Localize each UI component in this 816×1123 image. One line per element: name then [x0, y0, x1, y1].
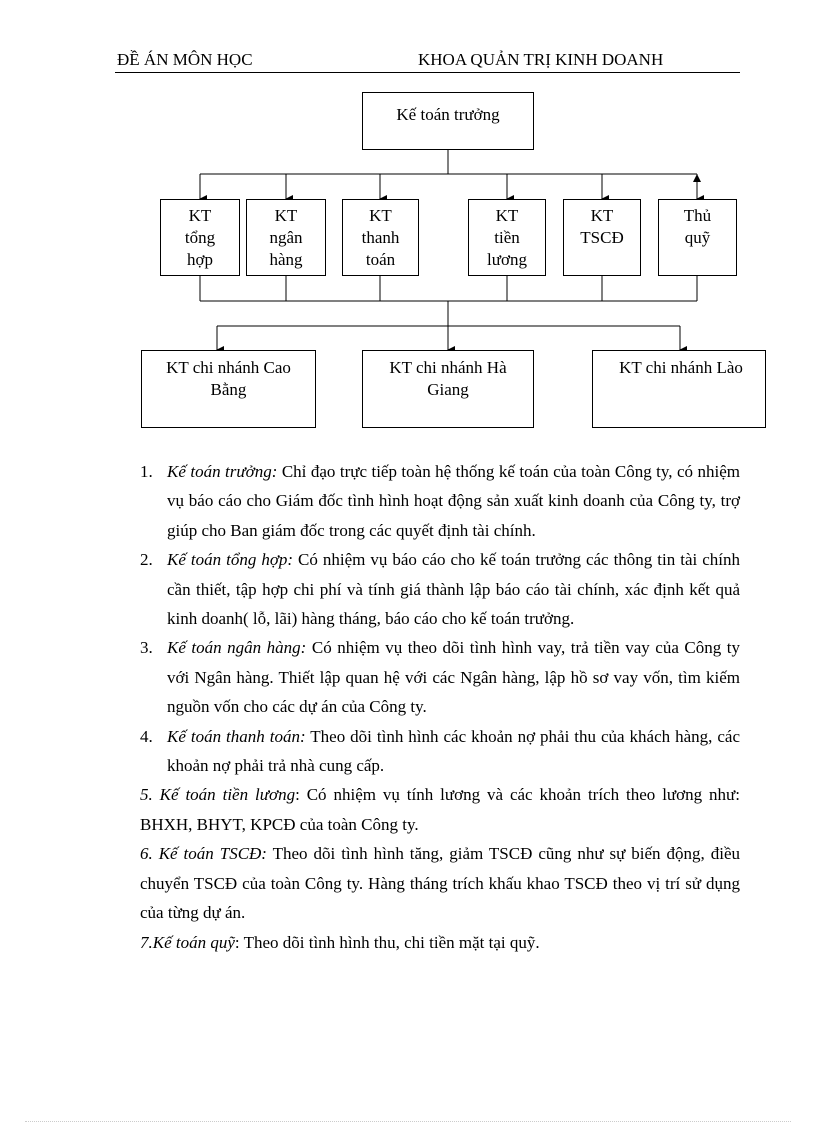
list-item: 2. Kế toán tổng hợp: Có nhiệm vụ báo cáo cho kế toán trưởng các thông tin tài chính cần thiết, tập hợp chi phí và tính giá thành lập báo cáo tài chính, xác định kết quả kinh doanh( lỗ, lãi) hàng tháng, báo cáo cho kế toán trưởng. [140, 550, 740, 629]
item-title: Kế toán trưởng: [167, 462, 278, 481]
list-item [140, 839, 740, 927]
box-kt-chi-nhanh-lao: KT chi nhánh Lào [592, 350, 766, 428]
item-text: : Có nhiệm vụ tính lương và các khoản trích theo lương như: BHXH, BHYT, KPCĐ của toàn Công ty. [140, 785, 740, 834]
duties-list [140, 457, 740, 957]
list-item: 3. Kế toán ngân hàng: Có nhiệm vụ theo dõi tình hình vay, trả tiền vay của Công ty với Ngân hàng. Thiết lập quan hệ với các Ngân hàng, lập hồ sơ vay vốn, tìm kiếm nguồn vốn cho các dự án của Công ty. [140, 638, 740, 717]
item-title: 7.Kế toán quỹ [140, 932, 235, 952]
box-kt-chi-nhanh-cao-bang: KT chi nhánh Cao Bằng [141, 350, 316, 428]
list-item: 1. Kế toán trưởng: Chỉ đạo trực tiếp toàn hệ thống kế toán của toàn Công ty, có nhiệm vụ báo cáo cho Giám đốc tình hình hoạt động sản xuất kinh doanh của Công ty, trợ giúp cho Ban giám đốc trong các quyết định tài chính. [140, 462, 740, 540]
list-item [140, 928, 740, 957]
list-item [140, 780, 740, 839]
box-kt-chi-nhanh-ha-giang: KT chi nhánh Hà Giang [362, 350, 534, 428]
item-title: Kế toán ngân hàng: [167, 638, 307, 658]
box-kt-tien-luong: KT tiền lương [468, 199, 546, 276]
box-thu-quy: Thủ quỹ [658, 199, 737, 276]
item-text: Chỉ đạo trực tiếp toàn hệ thống kế toán của toàn Công ty, có nhiệm vụ báo cáo cho Giám đốc tình hình hoạt động sản xuất kinh doanh của Công ty, trợ giúp cho Ban giám đốc trong các quyết định tài chính. [167, 462, 740, 540]
item-text: Có nhiệm vụ báo cáo cho kế toán trưởng các thông tin tài chính cần thiết, tập hợp chi phí và tính giá thành lập báo cáo tài chính, xác định kết quả kinh doanh( lỗ, lãi) hàng tháng, báo cáo cho kế toán trưởng. [167, 550, 740, 629]
header-right: KHOA QUẢN TRỊ KINH DOANH [418, 50, 664, 69]
item-title: Kế toán thanh toán: [167, 726, 306, 746]
list-item: 4. Kế toán thanh toán: Theo dõi tình hình các khoản nợ phải thu của khách hàng, các khoản nợ phải trả nhà cung cấp. [140, 726, 740, 776]
box-kt-tong-hop: KT tổng hợp [160, 199, 240, 276]
item-text: : Theo dõi tình hình thu, chi tiền mặt tại quỹ. [234, 932, 540, 952]
item-title: 5. Kế toán tiền lương [140, 785, 296, 805]
item-text: Có nhiệm vụ theo dõi tình hình vay, trả tiền vay của Công ty với Ngân hàng. Thiết lập quan hệ với các Ngân hàng, lập hồ sơ vay vốn, tìm kiếm nguồn vốn cho các dự án của Công ty. [167, 638, 740, 717]
box-kt-thanh-toan: KT thanh toán [342, 199, 419, 276]
box-kt-tscd: KT TSCĐ [563, 199, 641, 276]
item-text: Theo dõi tình hình các khoản nợ phải thu của khách hàng, các khoản nợ phải trả nhà cung cấp. [167, 726, 740, 776]
box-kt-ngan-hang: KT ngân hàng [246, 199, 326, 276]
item-title: 6. Kế toán TSCĐ: [140, 844, 267, 864]
box-ke-toan-truong-label: Kế toán trưởng [396, 105, 500, 124]
page-bottom-divider [25, 1121, 791, 1122]
header-left: ĐỀ ÁN MÔN HỌC [117, 50, 253, 69]
box-ke-toan-truong [362, 92, 534, 150]
item-text: Theo dõi tình hình tăng, giảm TSCĐ cũng như sự biến động, điều chuyển TSCĐ của toàn Công ty. Hàng tháng trích khấu khao TSCĐ theo vị trí sử dụng của từng dự án. [140, 844, 740, 923]
item-title: Kế toán tổng hợp: [167, 550, 294, 570]
